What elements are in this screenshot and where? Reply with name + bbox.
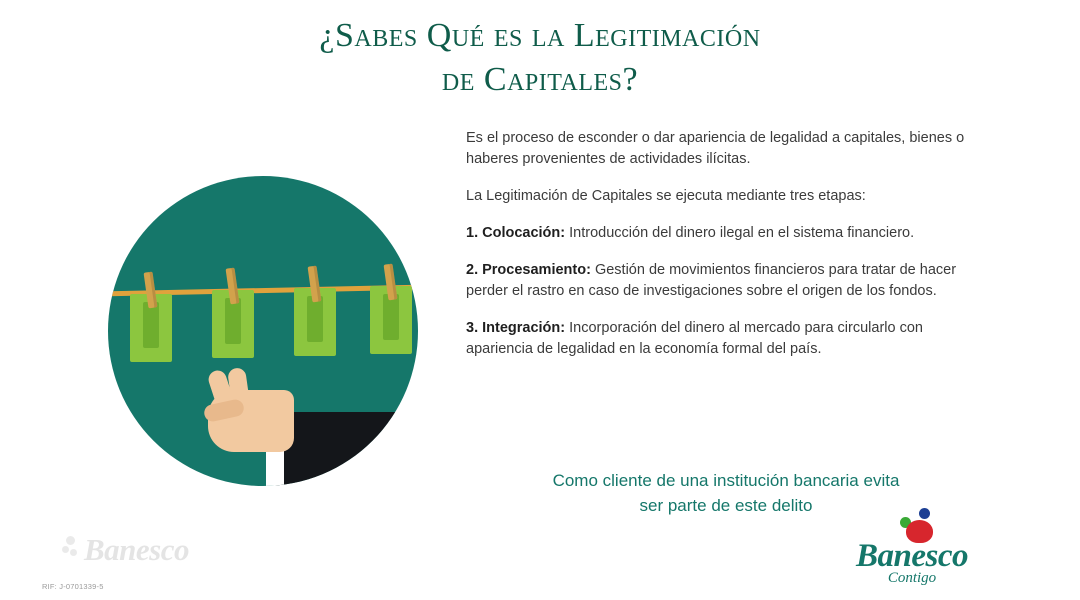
page-title	[0, 14, 1080, 102]
cta-line-1: Como cliente de una institución bancaria evita	[552, 471, 900, 490]
banesco-logo	[822, 508, 1002, 588]
body-text-column	[466, 128, 986, 360]
step-item-2	[466, 260, 986, 302]
page-title-line-1: ¿Sabes Qué es la Legitimación	[319, 17, 761, 54]
step-label-2: 2. Procesamiento:	[466, 262, 591, 278]
watermark-brand-text: Banesco	[84, 532, 189, 567]
banesco-logo-tagline: Contigo	[887, 570, 937, 586]
banknote-strip	[383, 294, 399, 340]
suit-sleeve-shape	[276, 412, 418, 486]
banesco-mark-icon	[896, 508, 940, 542]
logo-dot-blue	[919, 508, 930, 519]
step-text-3: Incorporación del dinero al mercado para circularlo con apariencia de legalidad en la economía formal del país.	[466, 320, 923, 357]
banknote-strip	[143, 302, 159, 348]
page-title-line-2: de Capitales?	[441, 61, 639, 98]
cta-line-2: ser parte de este delito	[639, 496, 813, 515]
step-label-1: 1. Colocación:	[466, 225, 566, 241]
banesco-logo-text: Banesco	[856, 538, 968, 574]
illustration-circle-background	[108, 176, 418, 486]
intro-paragraph: Es el proceso de esconder o dar apariencia de legalidad a capitales, bienes o haberes provenientes de actividades ilícitas.	[466, 130, 965, 167]
money-laundering-illustration	[108, 176, 418, 486]
watermark-logo	[62, 532, 262, 568]
rif-number: RIF: J-0701339-5	[42, 582, 104, 591]
step-item-3	[466, 318, 986, 360]
step-text-1: Introducción del dinero ilegal en el sistema financiero.	[565, 225, 915, 241]
stages-intro-paragraph: La Legitimación de Capitales se ejecuta mediante tres etapas:	[466, 188, 866, 204]
step-label-3: 3. Integración:	[466, 320, 566, 336]
step-text-2: Gestión de movimientos financieros para tratar de hacer perder el rastro en caso de investigaciones sobre el origen de los fondos.	[466, 262, 957, 299]
banknote-strip	[225, 298, 241, 344]
banknote-strip	[307, 296, 323, 342]
watermark-dots-icon	[62, 536, 78, 560]
step-item-1	[466, 223, 986, 244]
